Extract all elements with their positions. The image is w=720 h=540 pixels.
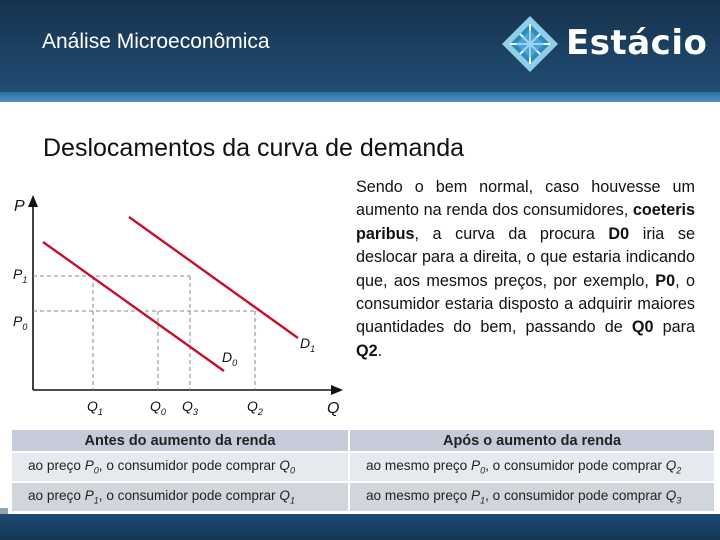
cell-before-p0: ao preço $P_0$, o consumidor pode comprar $Q_0$: [11, 452, 349, 482]
curve-label-d0: $D_0$: [222, 349, 238, 368]
tick-label-q3: $Q_3$: [182, 398, 198, 417]
tick-label-q2: $Q_2$: [247, 398, 263, 417]
cell-after-p1: ao mesmo preço $P_1$, o consumidor pode comprar $Q_3$: [349, 482, 715, 512]
tick-label-q1: $Q_1$: [87, 398, 103, 417]
y-axis-arrow: [28, 195, 38, 207]
tick-label-p0: $P_0$: [13, 313, 28, 332]
tick-label-p1: $P_1$: [13, 266, 28, 285]
guide-lines: [33, 276, 255, 390]
demand-shift-chart: [5, 185, 350, 420]
slide-header: [0, 0, 720, 92]
estacio-logo: [500, 14, 710, 74]
header-accent-strip: [0, 92, 720, 102]
header-after: Após o aumento da renda: [349, 429, 715, 452]
table-header-row: [11, 429, 715, 452]
demand-curve-d0: [43, 242, 224, 371]
x-axis-label: Q: [327, 400, 340, 417]
explanation-text: Sendo o bem normal, caso houvesse um aumento na renda dos consumidores, coeteris paribus, a curva da procura D0 iria se deslocar para a direita, o que estaria indicando que, aos mesmos preços, por exemplo, P0, o consumidor estaria disposto a adquirir maiores quantidades do bem, passando de Q0 para Q2.: [356, 178, 696, 360]
y-axis-label: P: [14, 198, 25, 215]
header-title: Análise Microeconômica: [42, 30, 270, 53]
curve-label-d1: $D_1$: [300, 335, 316, 354]
demand-curve-d1: [129, 217, 298, 338]
footer-bar: [0, 514, 720, 540]
estacio-logo-icon: [500, 14, 560, 74]
cell-after-p0: ao mesmo preço $P_0$, o consumidor pode comprar $Q_2$: [349, 452, 715, 482]
table-row: [11, 452, 715, 482]
table-row: [11, 482, 715, 512]
logo-wordmark: Estácio: [566, 23, 708, 63]
x-axis-arrow: [331, 385, 343, 395]
slide-title: Deslocamentos da curva de demanda: [43, 134, 465, 162]
tick-label-q0: $Q_0$: [150, 398, 166, 417]
header-before: Antes do aumento da renda: [11, 429, 349, 452]
comparison-table: [10, 428, 716, 513]
cell-before-p1: ao preço $P_1$, o consumidor pode comprar $Q_1$: [11, 482, 349, 512]
